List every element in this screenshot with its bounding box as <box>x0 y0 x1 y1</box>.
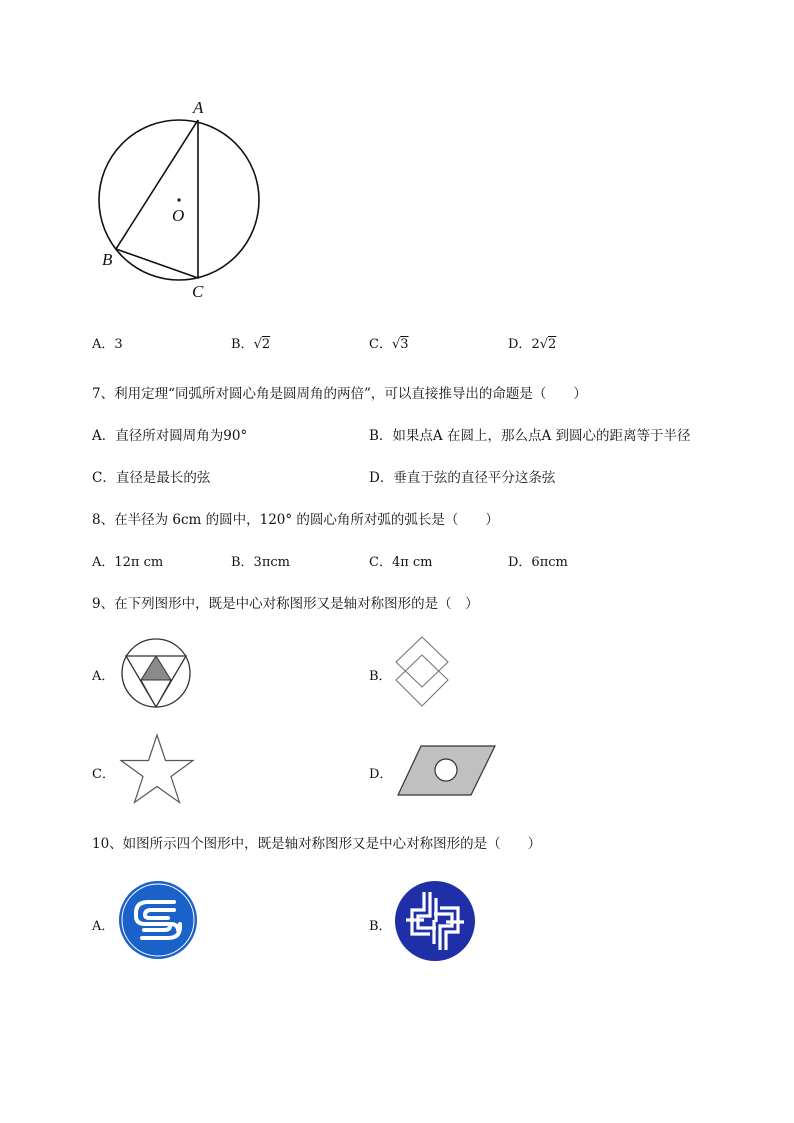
q9-option-a-label[interactable]: A． <box>92 669 115 684</box>
triangle-abc <box>116 120 198 278</box>
sqrt-icon: √ <box>253 337 262 352</box>
sqrt-icon: √ <box>539 337 549 352</box>
q6-option-d-coef: 2 <box>531 337 540 352</box>
point-c-label: C <box>192 282 204 301</box>
q10-stem: 10、如图所示四个图形中，既是轴对称图形又是中心对称图形的是（ ） <box>92 836 542 852</box>
q7-option-a[interactable]: A．直径所对圆周角为90° <box>92 428 248 444</box>
q9-figure-b-diamonds <box>395 636 450 708</box>
q6-option-d-label: D． <box>508 337 532 352</box>
q9-figure-c-star <box>118 733 196 805</box>
q6-option-d-value: 2 <box>548 337 557 352</box>
q9-option-c-label[interactable]: C． <box>92 767 115 782</box>
q9-option-d-label[interactable]: D． <box>369 767 393 782</box>
q6-option-a[interactable] <box>92 333 123 352</box>
point-a-label: A <box>193 98 204 117</box>
sqrt-icon: √ <box>391 337 401 352</box>
q9-option-b-label[interactable]: B． <box>369 669 392 684</box>
q6-option-c[interactable] <box>369 333 409 352</box>
q6-option-a-label: A． <box>92 337 115 352</box>
q10-option-b-label[interactable]: B． <box>369 919 392 934</box>
q10-figure-b-bank-logo-icon <box>394 880 476 962</box>
point-o-label: O <box>172 206 185 225</box>
circle-triangle-figure <box>95 100 265 305</box>
q6-option-c-value: 3 <box>400 337 409 352</box>
q6-option-c-label: C． <box>369 337 392 352</box>
q9-figure-d-parallelogram <box>397 745 497 797</box>
q10-figure-a-china-mobile-logo-icon <box>118 880 198 960</box>
q8-option-b[interactable]: B．3πcm <box>231 555 290 570</box>
q8-option-c[interactable]: C．4π cm <box>369 555 433 570</box>
q8-option-d[interactable]: D．6πcm <box>508 555 568 570</box>
q7-option-c[interactable]: C．直径是最长的弦 <box>92 470 211 486</box>
q7-stem: 7、利用定理“同弧所对圆心角是圆周角的两倍”，可以直接推导出的命题是（ ） <box>92 386 587 402</box>
q6-option-b-value: 2 <box>261 337 271 352</box>
q6-option-b[interactable] <box>231 333 270 352</box>
point-b-label: B <box>102 250 113 269</box>
q8-stem: 8、在半径为 6cm 的圆中，120° 的圆心角所对弧的弧长是（ ） <box>92 512 499 528</box>
q7-option-b[interactable]: B．如果点A 在圆上，那么点A 到圆心的距离等于半径 <box>369 428 691 444</box>
q10-option-a-label[interactable]: A． <box>92 919 115 934</box>
q7-option-d[interactable]: D．垂直于弦的直径平分这条弦 <box>369 470 556 486</box>
q9-stem: 9、在下列图形中，既是中心对称图形又是轴对称图形的是（ ） <box>92 596 479 612</box>
q9-figure-a-circle-triangles <box>121 638 191 708</box>
center-point <box>177 198 180 201</box>
q8-option-a[interactable]: A．12π cm <box>92 555 164 570</box>
q6-option-a-value: 3 <box>114 337 123 352</box>
q6-option-b-label: B． <box>231 337 254 352</box>
q6-option-d[interactable] <box>508 333 556 352</box>
